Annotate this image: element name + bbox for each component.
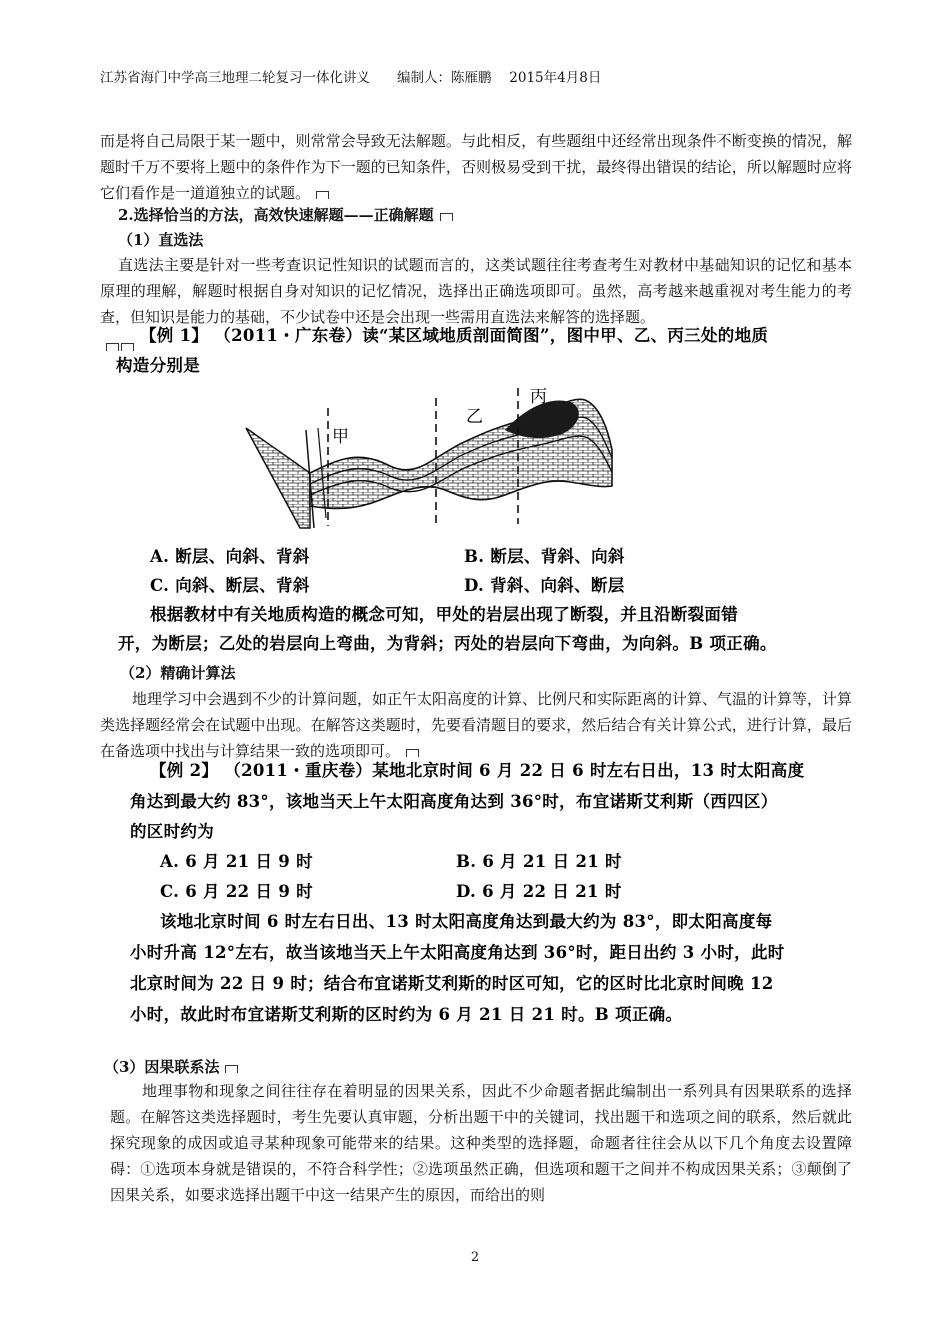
- option-d: D. 背斜、向斜、断层: [464, 576, 625, 595]
- method1-title: （1）直选法: [118, 231, 204, 249]
- example1-explanation-line2: 开，为断层；乙处的岩层向上弯曲，为背斜；丙处的岩层向下弯曲，为向斜。B 项正确。: [118, 634, 777, 653]
- ex2-option-a: A. 6 月 21 日 9 时: [160, 852, 313, 871]
- section-heading: [118, 204, 453, 225]
- method3-body: 地理事物和现象之间往往存在着明显的因果关系，因此不少命题者据此编制出一系列具有因果联系的选择题。在解答这类选择题时，考生先要认真审题，分析出题干中的关键词，找出题干和选项之间的联系，然后就此探究现象的成因或追寻某种现象可能带来的结果。这种类型的选择题，命题者往往会从以下几个角度去设置障碍：①选项本身就是错误的，不符合科学性；②选项虽然正确，但选项和题干之间并不构成因果关系；③颠倒了因果关系，如要求选择出题干中这一结果产生的原因，而给出的则: [110, 1082, 852, 1204]
- method2-body-text: 地理学习中会遇到不少的计算问题，如正午太阳高度的计算、比例尺和实际距离的计算、气温的计算等，计算类选择题经常会在试题中出现。在解答这类题时，先要看清题目的要求，然后结合有关计算公式，进行计算，最后在备选项中找出与计算结果一致的选项即可。: [100, 690, 853, 760]
- example1-explanation-line1: 根据教材中有关地质构造的概念可知，甲处的岩层出现了断裂，并且沿断裂面错: [150, 605, 738, 624]
- page-number: 2: [470, 1250, 480, 1265]
- example1-question-line1: 【例 1】 （2011・广东卷）读“某区域地质剖面简图”，图中甲、乙、丙三处的地质: [140, 326, 769, 345]
- method3-title: [104, 1056, 238, 1077]
- intro-paragraph: [100, 128, 852, 206]
- paragraph-mark-icon: [440, 213, 453, 221]
- ex2-option-c: C. 6 月 22 日 9 时: [160, 882, 313, 901]
- example2-question-line2: 角达到最大约 83°，该地当天上午太阳高度角达到 36°时，布宜诺斯艾利斯（西四区）: [130, 792, 778, 811]
- example2-explanation-line3: 北京时间为 22 日 9 时；结合布宜诺斯艾利斯的时区可知，它的区时比北京时间晚 12: [130, 974, 774, 993]
- method2-title: （2）精确计算法: [120, 664, 236, 682]
- example1-question-line2: 构造分别是: [116, 356, 200, 375]
- intro-paragraph-text: 而是将自己局限于某一题中，则常常会导致无法解题。与此相反，有些题组中还经常出现条件不断变换的情况，解题时千万不要将上题中的条件作为下一题的已知条件，否则极易受到干扰，最终得出错误的结论，所以解题时应将它们看作是一道道独立的试题。: [100, 132, 852, 202]
- geologic-cross-section-figure: [240, 378, 640, 538]
- option-a: A. 断层、向斜、背斜: [150, 547, 310, 566]
- example2-explanation-line4: 小时，故此时布宜诺斯艾利斯的区时约为 6 月 21 日 21 时。B 项正确。: [130, 1005, 683, 1024]
- label-bing: 丙: [530, 387, 547, 407]
- label-jia: 甲: [332, 427, 349, 447]
- option-b: B. 断层、背斜、向斜: [464, 547, 625, 566]
- paragraph-mark-icon: [225, 1065, 238, 1073]
- section-heading-text: 2.选择恰当的方法，高效快速解题——正确解题: [118, 206, 434, 224]
- method1-body: 直选法主要是针对一些考查识记性知识的试题而言的，这类试题往往考查考生对教材中基础知识的记忆和基本原理的理解，解题时根据自身对知识的记忆情况，选择出正确选项即可。虽然，高考越来越重视对考生能力的考查，但知识是能力的基础，不少试卷中还是会出现一些需用直选法来解答的选择题。: [100, 256, 852, 326]
- ex2-option-b: B. 6 月 21 日 21 时: [456, 852, 622, 871]
- method2-body: [100, 686, 852, 764]
- paragraph-mark-icon: [406, 749, 419, 757]
- example2-explanation-line2: 小时升高 12°左右，故当该地当天上午太阳高度角达到 36°时，距日出约 3 小时，此时: [130, 943, 785, 962]
- ex2-option-d: D. 6 月 22 日 21 时: [456, 882, 622, 901]
- example2-question-line1: 【例 2】 （2011・重庆卷）某地北京时间 6 月 22 日 6 时左右日出，13 时太阳高度: [150, 761, 805, 780]
- label-yi: 乙: [466, 407, 483, 427]
- example2-explanation-line1: 该地北京时间 6 时左右日出、13 时太阳高度角达到最大约为 83°，即太阳高度每: [160, 912, 773, 931]
- option-c: C. 向斜、断层、背斜: [150, 576, 310, 595]
- method3-title-text: （3）因果联系法: [104, 1058, 220, 1076]
- paragraph-mark-icon: [316, 191, 329, 199]
- page-header: 江苏省海门中学高三地理二轮复习一体化讲义 编制人：陈雁鹏 2015年4月8日: [100, 70, 602, 86]
- example2-question-line3: 的区时约为: [130, 822, 214, 841]
